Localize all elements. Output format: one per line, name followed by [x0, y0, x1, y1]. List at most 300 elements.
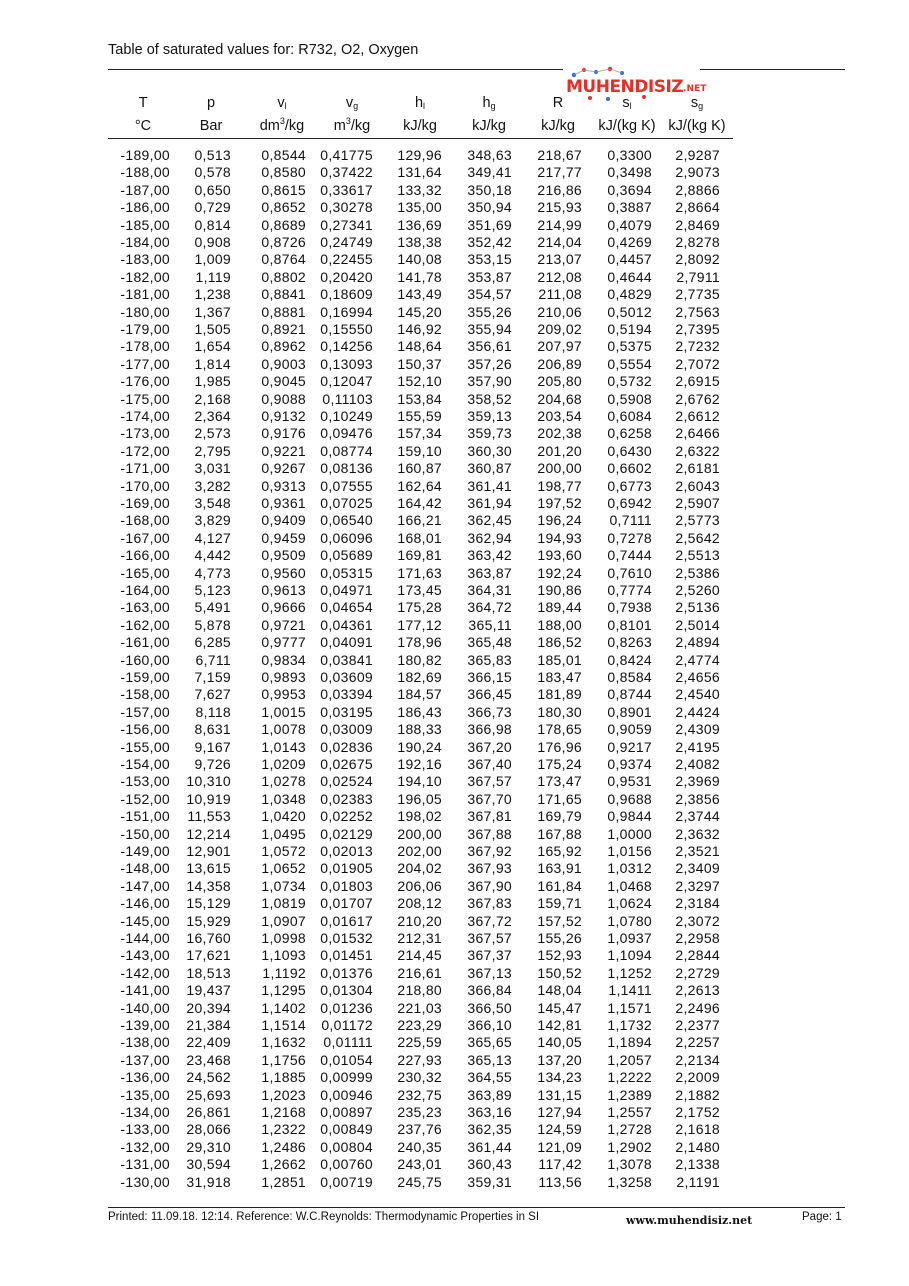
- table-row: [108, 826, 748, 843]
- table-cell: 2,9287: [675, 147, 720, 163]
- table-cell: 152,93: [537, 947, 582, 964]
- table-cell: -169,00: [120, 495, 170, 511]
- table-cell: 3,282: [194, 477, 231, 494]
- table-cell: 365,83: [467, 651, 512, 668]
- table-cell: 0,8101: [607, 616, 652, 633]
- table-cell: 0,02675: [320, 756, 373, 772]
- table-cell: 1,1402: [261, 999, 306, 1016]
- table-cell: 193,60: [537, 547, 582, 564]
- table-cell: 366,15: [467, 669, 512, 685]
- table-cell: 0,9509: [261, 547, 306, 564]
- table-cell: 0,02836: [320, 738, 373, 755]
- table-cell: 212,31: [397, 930, 442, 946]
- column-unit-rest: /kg: [284, 118, 305, 134]
- table-row: [108, 634, 748, 651]
- table-cell: 0,7111: [609, 512, 652, 529]
- table-cell: -139,00: [120, 1017, 170, 1033]
- table-row: [108, 965, 748, 982]
- table-row: [108, 164, 748, 181]
- table-cell: 0,4269: [607, 234, 652, 250]
- table-cell: 2,4195: [675, 738, 720, 755]
- table-cell: 131,15: [537, 1086, 582, 1103]
- table-cell: 2,5014: [675, 616, 720, 633]
- table-cell: 173,47: [537, 773, 582, 790]
- table-cell: -137,00: [120, 1051, 170, 1068]
- table-cell: 10,919: [186, 790, 231, 807]
- header-divider-right: [700, 69, 845, 70]
- table-cell: 0,18609: [320, 286, 373, 303]
- table-row: [108, 495, 748, 512]
- table-cell: 2,4082: [675, 756, 720, 772]
- table-cell: -140,00: [120, 999, 170, 1016]
- table-cell: 2,4774: [675, 651, 720, 668]
- table-cell: 121,09: [537, 1138, 582, 1155]
- table-cell: -168,00: [120, 512, 170, 529]
- table-cell: 0,4829: [607, 286, 652, 303]
- table-cell: -187,00: [120, 181, 170, 198]
- table-row: [108, 582, 748, 599]
- table-cell: 2,2257: [675, 1034, 720, 1051]
- table-cell: 9,167: [194, 738, 231, 755]
- column-symbol: R: [552, 95, 564, 111]
- table-cell: 367,88: [467, 825, 512, 842]
- column-symbol-subscript: g: [698, 101, 704, 111]
- table-cell: -133,00: [120, 1121, 170, 1138]
- table-cell: 0,6773: [607, 477, 652, 494]
- table-cell: -180,00: [120, 303, 170, 320]
- table-cell: 2,7735: [675, 286, 720, 303]
- table-cell: 142,81: [537, 1017, 582, 1033]
- table-cell: 1,367: [194, 303, 231, 320]
- table-cell: 206,06: [397, 877, 442, 894]
- table-cell: 8,631: [194, 721, 231, 738]
- table-cell: 178,96: [397, 634, 442, 651]
- table-cell: 10,310: [186, 773, 231, 790]
- table-cell: 3,548: [194, 495, 231, 511]
- column-unit: kJ/(kg K): [598, 118, 656, 134]
- table-cell: 0,4457: [607, 251, 652, 268]
- table-cell: 358,52: [467, 390, 512, 407]
- table-row: [108, 321, 748, 338]
- table-cell: 206,89: [537, 355, 582, 372]
- table-cell: 2,6181: [675, 460, 720, 477]
- table-cell: 225,59: [397, 1034, 442, 1051]
- table-cell: 366,98: [467, 721, 512, 738]
- table-cell: 0,01617: [320, 912, 373, 929]
- table-cell: 2,4540: [675, 686, 720, 703]
- column-symbol: s: [690, 95, 699, 111]
- table-cell: 348,63: [467, 147, 512, 163]
- table-cell: 148,04: [537, 982, 582, 999]
- table-cell: 0,5908: [607, 390, 652, 407]
- table-cell: 1,2168: [261, 1104, 306, 1120]
- table-cell: 198,77: [537, 477, 582, 494]
- table-cell: 0,04654: [320, 599, 373, 616]
- table-cell: 178,65: [537, 721, 582, 738]
- table-cell: 2,6322: [675, 442, 720, 459]
- table-cell: 0,9313: [261, 477, 306, 494]
- table-cell: 8,118: [195, 703, 231, 720]
- table-cell: 198,02: [397, 808, 442, 825]
- table-cell: 213,07: [537, 251, 582, 268]
- table-cell: 364,31: [467, 582, 512, 598]
- table-cell: 0,01236: [320, 999, 373, 1016]
- table-cell: 180,30: [537, 703, 582, 720]
- table-cell: 2,6466: [675, 425, 720, 442]
- table-cell: 1,1894: [607, 1034, 652, 1051]
- table-cell: 0,02383: [320, 790, 373, 807]
- table-cell: 2,9073: [675, 164, 720, 181]
- table-cell: -161,00: [120, 634, 170, 651]
- table-cell: 186,43: [397, 703, 442, 720]
- table-cell: 2,2844: [675, 947, 720, 964]
- table-cell: -183,00: [120, 251, 170, 268]
- table-cell: 2,1480: [675, 1138, 720, 1155]
- table-cell: 349,41: [467, 164, 512, 181]
- table-cell: 0,9721: [261, 616, 306, 633]
- table-cell: 2,1191: [676, 1173, 720, 1190]
- table-cell: 364,72: [467, 599, 512, 616]
- column-header: [652, 94, 742, 134]
- table-row: [108, 356, 748, 373]
- table-cell: 201,20: [537, 442, 582, 459]
- table-cell: 180,82: [397, 651, 442, 668]
- table-cell: 0,03841: [320, 651, 373, 668]
- table-cell: 2,2496: [675, 999, 720, 1016]
- table-cell: 3,031: [194, 460, 231, 477]
- table-cell: 16,760: [186, 930, 231, 946]
- table-cell: 216,61: [397, 964, 442, 981]
- table-cell: 1,2057: [607, 1051, 652, 1068]
- table-cell: 0,9459: [261, 529, 306, 546]
- table-cell: 20,394: [186, 999, 231, 1016]
- table-row: [108, 843, 748, 860]
- table-cell: 168,01: [397, 529, 442, 546]
- table-cell: 2,168: [194, 390, 231, 407]
- table-cell: 1,3258: [607, 1173, 652, 1190]
- table-cell: 1,2322: [261, 1121, 306, 1138]
- table-cell: 1,0624: [607, 895, 652, 912]
- table-cell: -176,00: [120, 373, 170, 390]
- table-cell: 203,54: [537, 408, 582, 424]
- table-cell: 0,3694: [607, 181, 652, 198]
- table-cell: 0,9688: [607, 790, 652, 807]
- table-cell: 0,01707: [320, 895, 373, 912]
- column-unit: kJ/(kg K): [668, 118, 726, 134]
- table-cell: 190,86: [537, 582, 582, 598]
- table-cell: 159,71: [537, 895, 582, 912]
- table-cell: 0,20420: [320, 268, 373, 285]
- table-cell: 362,94: [467, 529, 512, 546]
- table-cell: -181,00: [120, 286, 170, 303]
- table-cell: 140,08: [397, 251, 442, 268]
- table-cell: 0,11103: [322, 390, 373, 407]
- table-cell: -160,00: [120, 651, 170, 668]
- column-unit: dm: [259, 118, 280, 134]
- table-cell: 0,3300: [607, 147, 652, 163]
- table-cell: 1,2389: [607, 1086, 652, 1103]
- table-cell: 214,45: [397, 947, 442, 964]
- table-cell: -150,00: [120, 825, 170, 842]
- table-cell: 0,14256: [320, 338, 373, 355]
- table-cell: 1,0998: [261, 930, 306, 946]
- table-cell: 361,41: [467, 477, 512, 494]
- table-cell: -135,00: [120, 1086, 170, 1103]
- table-cell: 7,159: [194, 669, 231, 685]
- table-cell: 361,44: [467, 1138, 512, 1155]
- table-cell: 1,1295: [261, 982, 306, 999]
- table-cell: 1,238: [194, 286, 231, 303]
- column-unit: m: [333, 118, 346, 134]
- table-cell: 359,31: [467, 1173, 512, 1190]
- table-cell: 163,91: [537, 860, 582, 877]
- table-cell: 146,92: [397, 321, 442, 337]
- table-cell: 1,1411: [608, 982, 652, 999]
- table-cell: 0,6602: [607, 460, 652, 477]
- table-cell: 0,9045: [261, 373, 306, 390]
- table-cell: 367,70: [467, 790, 512, 807]
- column-unit-exponent: 3: [279, 116, 285, 126]
- table-cell: 0,01905: [320, 860, 373, 877]
- table-cell: 205,80: [537, 373, 582, 390]
- table-cell: 145,47: [537, 999, 582, 1016]
- table-cell: 230,32: [397, 1069, 442, 1086]
- table-cell: 2,4424: [675, 703, 720, 720]
- table-cell: 1,0495: [261, 825, 306, 842]
- table-cell: -166,00: [120, 547, 170, 564]
- table-cell: 1,1192: [262, 964, 306, 981]
- table-row: [108, 373, 748, 390]
- table-cell: -158,00: [120, 686, 170, 703]
- table-cell: 137,20: [537, 1051, 582, 1068]
- column-unit: kJ/kg: [472, 118, 506, 134]
- table-cell: 184,57: [397, 686, 442, 703]
- column-symbol-subscript: g: [353, 101, 359, 111]
- table-cell: 367,57: [467, 930, 512, 946]
- table-cell: 0,8584: [607, 669, 652, 685]
- table-cell: 367,57: [467, 773, 512, 790]
- table-cell: 0,00804: [320, 1138, 373, 1155]
- table-cell: 0,01304: [320, 982, 373, 999]
- column-symbol: v: [345, 95, 354, 111]
- table-cell: 232,75: [397, 1086, 442, 1103]
- table-cell: 0,7444: [607, 547, 652, 564]
- table-cell: 218,67: [537, 147, 582, 163]
- table-cell: 0,8652: [261, 199, 306, 216]
- column-unit-exponent: 3: [345, 116, 351, 126]
- table-cell: 2,1882: [675, 1086, 720, 1103]
- table-cell: 0,7610: [607, 564, 652, 581]
- table-cell: 200,00: [397, 825, 442, 842]
- table-cell: 182,69: [397, 669, 442, 685]
- table-cell: 175,24: [537, 756, 582, 772]
- table-cell: 0,8544: [261, 147, 306, 163]
- table-cell: 355,94: [467, 321, 512, 337]
- table-cell: -186,00: [120, 199, 170, 216]
- table-cell: 0,9267: [261, 460, 306, 477]
- table-row: [108, 269, 748, 286]
- table-cell: 1,0734: [261, 877, 306, 894]
- table-cell: -184,00: [120, 234, 170, 250]
- table-cell: 0,9560: [261, 564, 306, 581]
- table-cell: 18,513: [186, 964, 231, 981]
- table-cell: 1,2486: [261, 1138, 306, 1155]
- table-row: [108, 1017, 748, 1034]
- table-cell: -147,00: [120, 877, 170, 894]
- table-cell: -138,00: [120, 1034, 170, 1051]
- table-cell: 1,0312: [607, 860, 652, 877]
- table-cell: 15,929: [186, 912, 231, 929]
- column-symbol: h: [414, 95, 424, 111]
- table-cell: 0,03009: [320, 721, 373, 738]
- table-cell: 0,27341: [320, 216, 373, 233]
- table-cell: 0,02129: [320, 825, 373, 842]
- table-row: [108, 617, 748, 634]
- table-row: [108, 251, 748, 268]
- table-cell: 2,1752: [675, 1104, 720, 1120]
- table-row: [108, 1121, 748, 1138]
- table-cell: 5,491: [194, 599, 231, 616]
- table-row: [108, 1087, 748, 1104]
- table-cell: 0,33617: [320, 181, 373, 198]
- table-cell: 2,1338: [675, 1156, 720, 1173]
- table-cell: -188,00: [120, 164, 170, 181]
- table-cell: 0,04361: [320, 616, 373, 633]
- table-cell: 0,9893: [261, 669, 306, 685]
- table-cell: 138,38: [397, 234, 442, 250]
- table-cell: 0,9953: [261, 686, 306, 703]
- table-cell: 0,7938: [607, 599, 652, 616]
- table-cell: 1,2902: [607, 1138, 652, 1155]
- table-cell: 0,6084: [607, 408, 652, 424]
- table-cell: 141,78: [397, 268, 442, 285]
- table-cell: 367,92: [467, 843, 512, 859]
- table-cell: 0,00946: [320, 1086, 373, 1103]
- table-cell: 0,650: [194, 181, 231, 198]
- table-cell: 169,79: [537, 808, 582, 825]
- table-cell: 221,03: [397, 999, 442, 1016]
- table-cell: 1,2023: [261, 1086, 306, 1103]
- logo-main-text: MUHENDISIZ: [566, 77, 684, 97]
- table-cell: 150,37: [397, 355, 442, 372]
- table-cell: 192,24: [537, 564, 582, 581]
- table-cell: 21,384: [186, 1017, 231, 1033]
- table-row: [108, 756, 748, 773]
- table-cell: 2,5907: [675, 495, 720, 511]
- table-cell: 1,1093: [261, 947, 306, 964]
- table-cell: 6,285: [194, 634, 231, 651]
- table-cell: 0,01111: [323, 1034, 373, 1051]
- table-cell: 0,00760: [320, 1156, 373, 1173]
- table-cell: 363,42: [467, 547, 512, 564]
- table-cell: 0,02524: [320, 773, 373, 790]
- table-cell: 0,8764: [261, 251, 306, 268]
- table-cell: 0,9003: [261, 355, 306, 372]
- table-cell: 12,901: [186, 843, 231, 859]
- table-cell: 5,878: [194, 616, 231, 633]
- table-row: [108, 530, 748, 547]
- table-cell: 166,21: [397, 512, 442, 529]
- table-cell: 17,621: [186, 947, 231, 964]
- table-cell: 117,42: [538, 1156, 582, 1173]
- table-cell: 209,02: [537, 321, 582, 337]
- table-cell: 1,0156: [607, 843, 652, 859]
- table-cell: 0,9132: [261, 408, 306, 424]
- table-cell: 0,04971: [320, 582, 373, 598]
- table-cell: 157,52: [537, 912, 582, 929]
- footer-page-number: Page: 1: [802, 1211, 842, 1223]
- table-cell: 1,0652: [261, 860, 306, 877]
- table-cell: 196,05: [397, 790, 442, 807]
- table-row: [108, 930, 748, 947]
- table-cell: 1,0819: [261, 895, 306, 912]
- page-title: Table of saturated values for: R732, O2, Oxygen: [108, 42, 419, 58]
- table-row: [108, 1139, 748, 1156]
- table-cell: 176,96: [537, 738, 582, 755]
- table-cell: 113,56: [538, 1173, 582, 1190]
- table-cell: 26,861: [186, 1104, 231, 1120]
- table-cell: -155,00: [120, 738, 170, 755]
- table-cell: 134,23: [537, 1069, 582, 1086]
- table-cell: 0,08774: [320, 442, 373, 459]
- table-cell: 22,409: [186, 1034, 231, 1051]
- table-cell: 0,08136: [320, 460, 373, 477]
- column-symbol: s: [622, 95, 630, 111]
- table-cell: 0,6258: [607, 425, 652, 442]
- table-cell: 0,04091: [320, 634, 373, 651]
- table-cell: -153,00: [120, 773, 170, 790]
- table-cell: 0,16994: [320, 303, 373, 320]
- table-cell: -151,00: [120, 808, 170, 825]
- table-cell: 186,52: [537, 634, 582, 651]
- table-cell: 367,93: [467, 860, 512, 877]
- table-cell: 351,69: [467, 216, 512, 233]
- table-cell: 181,89: [537, 686, 582, 703]
- table-row: [108, 808, 748, 825]
- table-cell: 353,87: [467, 268, 512, 285]
- table-cell: 140,05: [537, 1034, 582, 1051]
- table-cell: 4,773: [194, 564, 231, 581]
- table-cell: 357,26: [467, 355, 512, 372]
- table-cell: 0,05315: [320, 564, 373, 581]
- table-row: [108, 304, 748, 321]
- table-cell: 1,0420: [261, 808, 306, 825]
- table-row: [108, 1069, 748, 1086]
- table-cell: 0,03195: [320, 703, 373, 720]
- table-cell: 2,7072: [675, 355, 720, 372]
- table-cell: 2,4656: [675, 669, 720, 685]
- table-cell: 162,64: [397, 477, 442, 494]
- table-cell: 1,0572: [261, 843, 306, 859]
- table-cell: 223,29: [397, 1017, 442, 1033]
- table-cell: 0,01376: [320, 964, 373, 981]
- table-cell: 1,2557: [607, 1104, 652, 1120]
- table-cell: 0,578: [194, 164, 231, 181]
- table-cell: 366,73: [467, 703, 512, 720]
- table-cell: -130,00: [120, 1173, 170, 1190]
- table-cell: 366,50: [467, 999, 512, 1016]
- table-cell: -154,00: [120, 756, 170, 772]
- table-cell: 0,6942: [607, 495, 652, 511]
- table-cell: 366,45: [467, 686, 512, 703]
- table-cell: 157,34: [397, 425, 442, 442]
- table-cell: 15,129: [186, 895, 231, 912]
- table-cell: -162,00: [120, 616, 170, 633]
- table-cell: 350,94: [467, 199, 512, 216]
- table-cell: 359,13: [467, 408, 512, 424]
- table-cell: 2,8092: [675, 251, 720, 268]
- table-cell: -149,00: [120, 843, 170, 859]
